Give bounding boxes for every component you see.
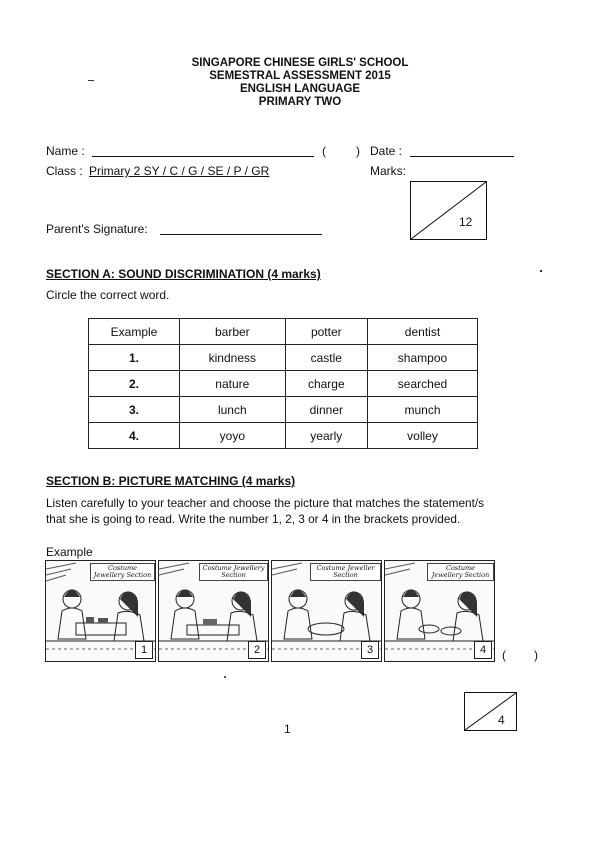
picture-number: 2 <box>248 641 266 659</box>
picture-number: 3 <box>361 641 379 659</box>
word-option[interactable]: charge <box>285 371 367 397</box>
table-row <box>89 319 478 345</box>
question-number: 4. <box>89 423 180 449</box>
name-label: Name : <box>46 144 85 158</box>
table-cell: dentist <box>367 319 477 345</box>
section-b-instruction-1: Listen carefully to your teacher and choose the picture that matches the statement/s <box>46 496 485 510</box>
table-cell: barber <box>180 319 286 345</box>
question-number: 2. <box>89 371 180 397</box>
class-value: Primary 2 SY / C / G / SE / P / GR <box>89 164 270 178</box>
word-option[interactable]: volley <box>367 423 477 449</box>
word-option[interactable]: searched <box>367 371 477 397</box>
marks-total: 12 <box>459 215 473 229</box>
shop-sign: Costume Jewellery Section <box>90 563 155 581</box>
word-option[interactable]: nature <box>180 371 286 397</box>
parent-signature-line[interactable] <box>160 234 322 235</box>
section-marks-total: 4 <box>498 713 505 727</box>
date-label: Date : <box>370 144 403 158</box>
word-option[interactable]: lunch <box>180 397 286 423</box>
section-marks-box <box>464 692 517 731</box>
marks-diagonal <box>465 693 516 730</box>
level-title: PRIMARY TWO <box>258 96 342 108</box>
word-option[interactable]: dinner <box>285 397 367 423</box>
question-number: 1. <box>89 345 180 371</box>
table-cell: Example <box>89 319 180 345</box>
total-marks-box <box>410 181 487 240</box>
word-option[interactable]: yearly <box>285 423 367 449</box>
answer-blank[interactable] <box>514 646 532 662</box>
table-cell: potter <box>285 319 367 345</box>
marks-diagonal <box>411 182 486 239</box>
section-a-title: SECTION A: SOUND DISCRIMINATION (4 marks) <box>46 267 321 281</box>
table-row <box>89 371 478 397</box>
section-b-instruction-2: that she is going to read. Write the number 1, 2, 3 or 4 in the brackets provided. <box>46 512 461 526</box>
picture-option-3 <box>271 560 382 662</box>
exam-title: SEMESTRAL ASSESSMENT 2015 <box>209 70 391 82</box>
picture-number: 4 <box>474 641 492 659</box>
shop-sign: Costume Jewellery Section <box>199 563 268 581</box>
table-row <box>89 423 478 449</box>
word-option[interactable]: munch <box>367 397 477 423</box>
name-line[interactable] <box>92 156 314 157</box>
word-option[interactable]: castle <box>285 345 367 371</box>
answer-bracket-close: ) <box>534 648 538 662</box>
picture-option-2 <box>158 560 269 662</box>
section-a-instruction: Circle the correct word. <box>46 288 170 302</box>
sound-table <box>88 318 478 449</box>
class-index-close: ) <box>356 144 360 158</box>
shop-sign: Costume Jeweller Section <box>310 563 381 581</box>
subject-title: ENGLISH LANGUAGE <box>239 83 361 95</box>
table-row <box>89 345 478 371</box>
stray-dot <box>224 676 226 678</box>
example-label: Example <box>46 545 93 559</box>
table-row <box>89 397 478 423</box>
stray-mark <box>88 80 94 81</box>
word-option[interactable]: yoyo <box>180 423 286 449</box>
school-name: SINGAPORE CHINESE GIRLS' SCHOOL <box>191 57 409 69</box>
word-option[interactable]: shampoo <box>367 345 477 371</box>
class-index-open: ( <box>322 144 326 158</box>
question-number: 3. <box>89 397 180 423</box>
answer-bracket-open: ( <box>502 648 506 662</box>
page-number: 1 <box>284 722 291 736</box>
picture-number: 1 <box>135 641 153 659</box>
class-label: Class : <box>46 164 83 178</box>
picture-option-4 <box>384 560 495 662</box>
section-b-title: SECTION B: PICTURE MATCHING (4 marks) <box>46 474 296 488</box>
shop-sign: Costume Jewellery Section <box>427 563 494 581</box>
stray-dot <box>540 270 542 272</box>
parent-signature-label: Parent's Signature: <box>46 222 148 236</box>
date-line[interactable] <box>410 156 514 157</box>
word-option[interactable]: kindness <box>180 345 286 371</box>
marks-label: Marks: <box>370 164 406 178</box>
picture-option-1 <box>45 560 156 662</box>
